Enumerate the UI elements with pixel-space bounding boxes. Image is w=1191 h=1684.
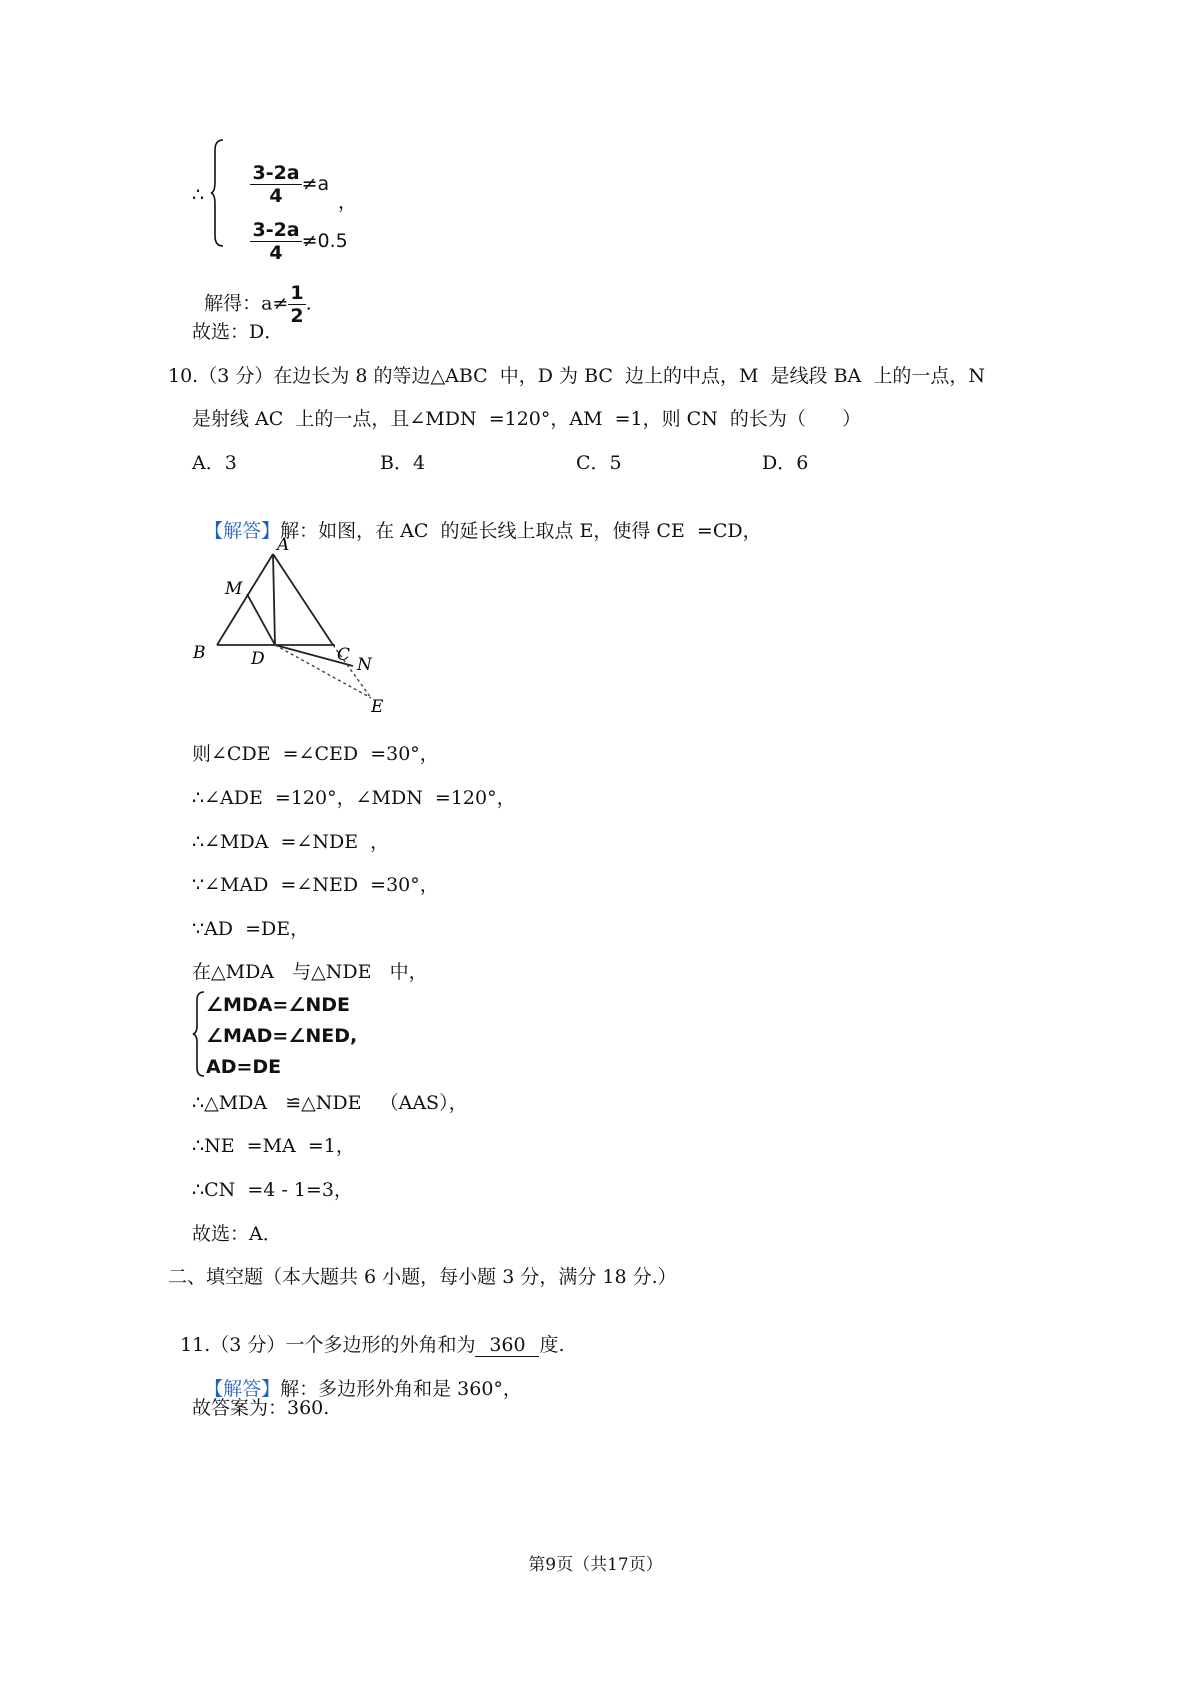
step-6: 在△MDA 与△NDE 中， (192, 961, 428, 983)
q10-option-b: B．4 (380, 452, 426, 474)
step-5: ∵AD =DE， (192, 918, 310, 940)
step-1: 则∠CDE =∠CED =30°， (192, 743, 439, 765)
label-D: D (251, 649, 265, 669)
step-4: ∵∠MAD =∠NED =30°， (192, 874, 439, 896)
therefore-symbol: ∴ (192, 184, 205, 206)
label-B: B (193, 643, 206, 663)
final-answer-11: 故答案为：360. (192, 1397, 330, 1419)
q11-line: 11.（3 分）一个多边形的外角和为 360 度. (180, 1334, 565, 1356)
label-E: E (371, 697, 384, 717)
step-3: ∴∠MDA =∠NDE ， (192, 831, 390, 853)
system2-row-1: ∠MDA=∠NDE (206, 994, 351, 1016)
system-comma: ， (338, 191, 358, 213)
q10-line-1: 10.（3 分）在边长为 8 的等边△ABC 中，D 为 BC 边上的中点，M 是线段 BA 上的一点，N (168, 365, 985, 387)
choose-line-2: 故选：A． (192, 1223, 282, 1245)
answer-tag: 【解答】 (204, 520, 281, 542)
section-heading: 二、填空题（本大题共 6 小题，每小题 3 分，满分 18 分.） (168, 1266, 677, 1288)
answer-11-line: 【解答】解：多边形外角和是 360°， (204, 1378, 522, 1400)
triangle-diagram (185, 530, 405, 720)
answer-10-line: 【解答】解：如图，在 AC 的延长线上取点 E，使得 CE =CD， (204, 520, 762, 542)
q10-line-2: 是射线 AC 上的一点，且∠MDN =120°，AM =1，则 CN 的长为（ ） (192, 408, 862, 430)
answer-blank: 360 (475, 1334, 539, 1357)
system2-row-3: AD=DE (206, 1056, 282, 1078)
label-C: C (337, 645, 351, 665)
step-9: ∴CN =4 - 1=3， (192, 1179, 353, 1201)
step-2: ∴∠ADE =120°，∠MDN =120°， (192, 787, 516, 809)
left-brace (192, 990, 206, 1078)
solve-line: 解得：a≠ $\frac{1}{2}$ . (204, 282, 312, 327)
step-8: ∴NE =MA =1， (192, 1135, 355, 1157)
label-N: N (357, 655, 372, 675)
system-row-2: $\frac{3-2a}{4}$ ≠0.5 (252, 219, 348, 264)
q10-option-d: D．6 (762, 452, 809, 474)
segment-AB (217, 554, 273, 645)
segment-AC (273, 554, 333, 645)
segment-MD (247, 594, 275, 645)
step-7: ∴△MDA ≌△NDE （AAS）， (192, 1092, 468, 1114)
answer-tag: 【解答】 (204, 1378, 281, 1400)
system2-row-2: ∠MAD=∠NED, (206, 1025, 358, 1047)
q10-option-c: C．5 (576, 452, 622, 474)
q10-option-a: A．3 (192, 452, 237, 474)
segment-AD (273, 554, 275, 645)
label-M: M (225, 579, 243, 599)
choose-line-1: 故选：D． (192, 321, 284, 343)
label-A: A (277, 535, 290, 555)
page-footer: 第9页（共17页） (528, 1555, 663, 1575)
system-row-1: $\frac{3-2a}{4}$ ≠a (252, 162, 330, 207)
